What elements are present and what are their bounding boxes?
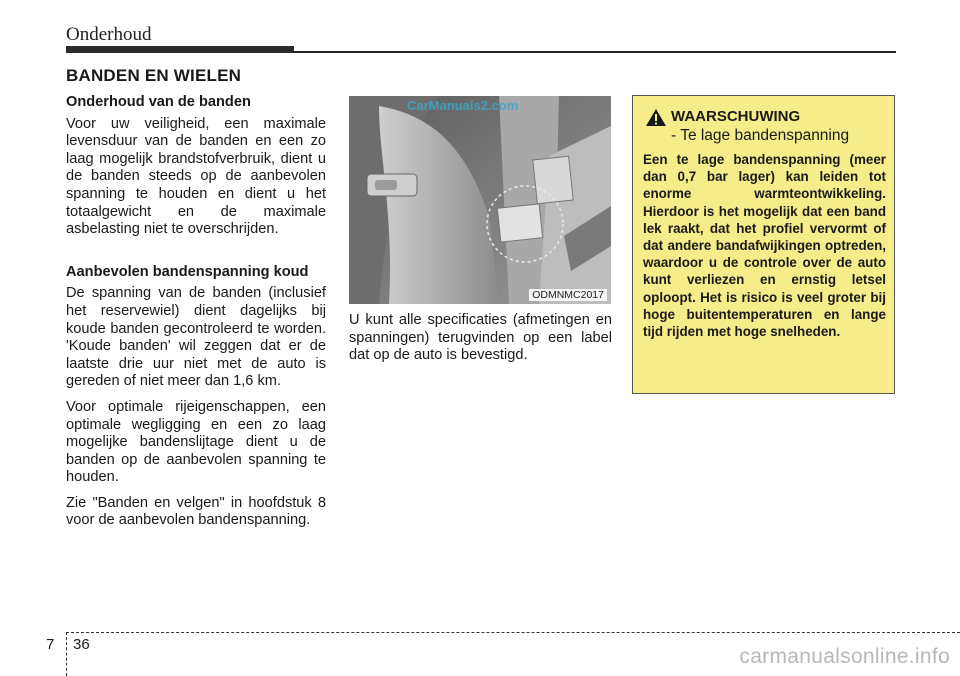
middle-column xyxy=(349,312,612,365)
left-column xyxy=(66,94,326,538)
figure-caption: U kunt alle specificaties (afmetingen en spanningen) terugvinden op een label dat op de auto is bevestigd. xyxy=(349,312,612,364)
site-watermark: carmanualsonline.info xyxy=(739,645,950,668)
tire-label-photo xyxy=(349,96,611,304)
paragraph-reference: Zie "Banden en velgen" in hoofdstuk 8 voor de aanbevolen bandenspanning. xyxy=(66,494,326,529)
warning-body: Een te lage bandenspanning (meer dan 0,7 bar lager) kan leiden tot enorme warmteontwikkeling. Hierdoor is het mogelijk dat een band lek raakt, dat het profiel vervormt of dat andere bandafwijkingen optreden, waardoor u de controle over de auto kunt verliezen en ernstig letsel oploopt. Het is risico is veel groter bij hoge buitentemperaturen en lange tijd rijden met hoge snelheden. xyxy=(643,152,886,340)
paragraph-cold-check: De spanning van de banden (inclusief het reservewiel) dient dagelijks bij koude banden gecontroleerd te worden. 'Koude banden' wil zeggen dat er de laatste drie uur niet met de auto is gereden of niet meer dan 1,6 km. xyxy=(66,285,326,390)
warning-subtitle: - Te lage bandenspanning xyxy=(671,127,850,144)
page-number: 36 xyxy=(73,636,90,653)
watermark-text: CarManuals2.com xyxy=(407,98,519,113)
header-bar xyxy=(66,46,294,53)
footer-rule xyxy=(66,632,960,633)
warning-title: WAARSCHUWING xyxy=(671,108,801,125)
section-header: Onderhoud xyxy=(66,24,152,45)
page-title: BANDEN EN WIELEN xyxy=(66,66,242,85)
paragraph-intro: Voor uw veiligheid, een maximale levensduur van de banden en een zo laag mogelijk brandstofverbruik, dient u de banden steeds op de aanbevolen spanning te houden en dient u het totaalgewicht en de maximale asbelasting niet te overschrijden. xyxy=(66,115,326,238)
paragraph-optimal: Voor optimale rijeigenschappen, een optimale wegligging en een zo laag mogelijke bandenslijtage dient u de banden op de aanbevolen spanning te houden. xyxy=(66,398,326,486)
heading-tyre-maintenance: Onderhoud van de banden xyxy=(66,94,251,110)
figure-code: ODMNMC2017 xyxy=(529,289,607,301)
warning-triangle-icon xyxy=(645,108,667,127)
door-pillar-illustration xyxy=(349,96,611,304)
heading-cold-pressure: Aanbevolen bandenspanning koud xyxy=(66,263,309,280)
warning-box xyxy=(632,95,895,394)
chapter-number: 7 xyxy=(46,636,55,653)
footer-divider xyxy=(66,632,67,676)
